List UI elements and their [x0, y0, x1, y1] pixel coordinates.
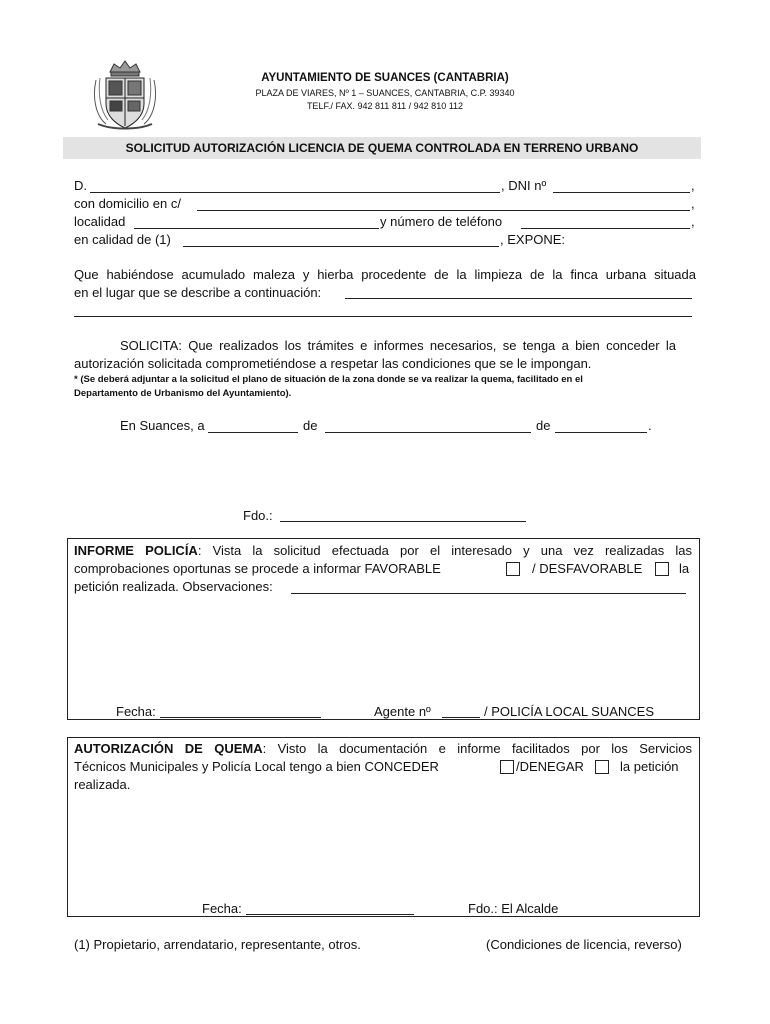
- signature-label: Fdo.:: [243, 508, 273, 523]
- auth-line-3: realizada.: [74, 777, 131, 792]
- date-end: .: [648, 418, 652, 433]
- location-field-1[interactable]: [345, 298, 692, 299]
- expone-line-1: Que habiéndose acumulado maleza y hierba procedente de la limpieza de la finca urbana situada: [74, 267, 696, 282]
- agente-field[interactable]: [442, 717, 480, 718]
- org-address: PLAZA DE VIARES, Nº 1 – SUANCES, CANTABRIA, C.P. 39340: [255, 88, 515, 98]
- auth-line-1: [74, 740, 692, 758]
- footer-conditions: (Condiciones de licencia, reverso): [486, 937, 682, 952]
- name-field[interactable]: [90, 192, 500, 193]
- auth-heading: AUTORIZACIÓN DE QUEMA: [74, 741, 263, 756]
- expone-label: , EXPONE:: [500, 232, 566, 247]
- desfavorable-checkbox[interactable]: [655, 562, 669, 576]
- solicita-line-1: SOLICITA: Que realizados los trámites e informes necesarios, se tenga a bien conceder la: [120, 338, 676, 353]
- telefono-field[interactable]: [521, 228, 690, 229]
- date-prefix: En Suances, a: [120, 418, 205, 433]
- denegar-checkbox[interactable]: [595, 760, 609, 774]
- police-fecha-field[interactable]: [160, 717, 321, 718]
- localidad-field[interactable]: [134, 228, 379, 229]
- calidad-field[interactable]: [183, 246, 499, 247]
- police-line-3: petición realizada. Observaciones:: [74, 579, 273, 594]
- note-line-2: Departamento de Urbanismo del Ayuntamiento).: [74, 388, 292, 399]
- auth-line-2b: /DENEGAR: [516, 759, 584, 774]
- org-name: AYUNTAMIENTO DE SUANCES (CANTABRIA): [261, 72, 509, 84]
- note-line-1: * (Se deberá adjuntar a la solicitud el plano de situación de la zona donde se va realizar la quema, facilitado en el: [74, 374, 583, 385]
- dni-label: , DNI nº: [501, 178, 547, 193]
- calidad-label: en calidad de (1): [74, 232, 171, 247]
- signature-field[interactable]: [280, 521, 526, 522]
- date-de-2: de: [536, 418, 551, 433]
- dni-field[interactable]: [553, 192, 690, 193]
- year-field[interactable]: [555, 432, 647, 433]
- org-phone: TELF./ FAX. 942 811 811 / 942 810 112: [306, 101, 464, 111]
- comma-3: ,: [691, 214, 695, 229]
- localidad-label: localidad: [74, 214, 126, 229]
- police-line-1: [74, 542, 692, 560]
- date-de-1: de: [303, 418, 318, 433]
- auth-line-2c: la petición: [620, 759, 679, 774]
- domicilio-field[interactable]: [197, 210, 690, 211]
- domicilio-label: con domicilio en c/: [74, 196, 181, 211]
- police-heading: INFORME POLICÍA: [74, 543, 198, 558]
- police-fecha-label: Fecha:: [116, 704, 156, 719]
- auth-fecha-field[interactable]: [246, 914, 414, 915]
- telefono-label: y número de teléfono: [380, 214, 503, 229]
- police-line-2c: la: [679, 561, 690, 576]
- auth-fecha-label: Fecha:: [202, 901, 242, 916]
- agente-label: Agente nº: [374, 704, 431, 719]
- auth-line-1-text: : Visto la documentación e informe facilitados por los Servicios: [262, 741, 692, 756]
- police-line-2a: comprobaciones oportunas se procede a informar FAVORABLE: [74, 561, 441, 576]
- month-field[interactable]: [325, 432, 531, 433]
- agente-suffix: / POLICÍA LOCAL SUANCES: [484, 704, 655, 719]
- police-line-2b: / DESFAVORABLE: [532, 561, 643, 576]
- footer-note: (1) Propietario, arrendatario, representante, otros.: [74, 937, 361, 952]
- observaciones-field[interactable]: [291, 593, 686, 594]
- favorable-checkbox[interactable]: [506, 562, 520, 576]
- conceder-checkbox[interactable]: [500, 760, 514, 774]
- police-line-1-text: : Vista la solicitud efectuada por el interesado y una vez realizadas las: [197, 543, 693, 558]
- form-title: SOLICITUD AUTORIZACIÓN LICENCIA DE QUEMA CONTROLADA EN TERRENO URBANO: [63, 137, 701, 159]
- solicita-line-2: autorización solicitada comprometiéndose a respetar las condiciones que se le impongan.: [74, 356, 592, 371]
- comma-2: ,: [691, 196, 695, 211]
- day-field[interactable]: [208, 432, 298, 433]
- auth-line-2a: Técnicos Municipales y Policía Local tengo a bien CONCEDER: [74, 759, 439, 774]
- comma-1: ,: [691, 178, 695, 193]
- alcalde-signature: Fdo.: El Alcalde: [468, 901, 559, 916]
- location-field-2[interactable]: [74, 316, 692, 317]
- d-label: D.: [74, 178, 87, 193]
- expone-line-2: en el lugar que se describe a continuación:: [74, 285, 322, 300]
